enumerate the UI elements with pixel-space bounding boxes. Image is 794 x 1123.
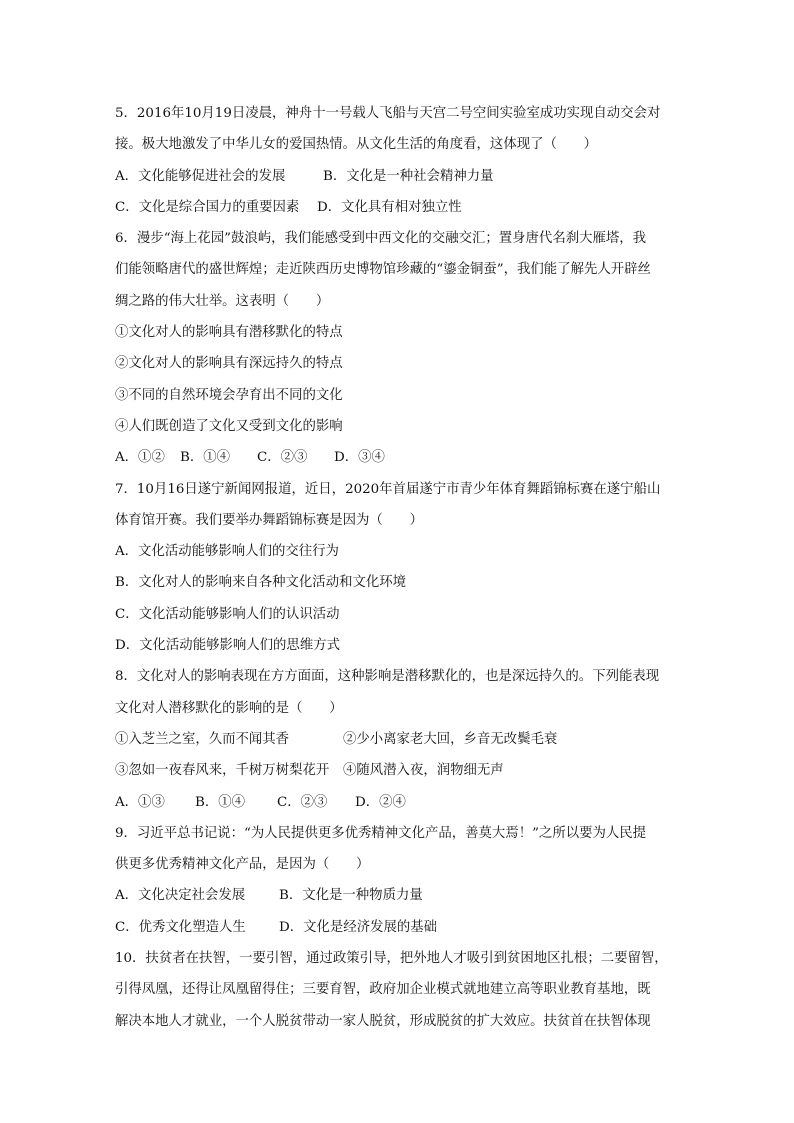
option-c: C．文化活动能够影响人们的认识活动 xyxy=(115,606,340,622)
option-a: A．文化能够促进社会的发展 xyxy=(115,168,286,184)
exam-page xyxy=(115,98,685,1037)
option-b: B．①④ xyxy=(180,450,231,466)
question-stem: 9．习近平总书记说：“为人民提供更多优秀精神文化产品，善莫大焉！”之所以要为人民提 xyxy=(115,825,647,841)
question-5 xyxy=(115,98,685,223)
option-d: D．文化具有相对独立性 xyxy=(317,199,462,215)
question-stem: 7．10月16日遂宁新闻网报道，近日，2020年首届遂宁市青少年体育舞蹈锦标赛在遂宁船山 xyxy=(115,481,661,497)
option-a: A．①③ xyxy=(115,794,165,810)
option-d: D．文化活动能够影响人们的思维方式 xyxy=(115,638,340,654)
question-6 xyxy=(115,223,685,473)
option-c: C．②③ xyxy=(277,794,328,810)
question-stem: 解决本地人才就业，一个人脱贫带动一家人脱贫，形成脱贫的扩大效应。扶贫首在扶智体现 xyxy=(115,1013,651,1029)
option-a: A．文化活动能够影响人们的交往行为 xyxy=(115,544,339,560)
options-row xyxy=(115,192,685,223)
question-stem: 体育馆开赛。我们要举办舞蹈锦标赛是因为（ ） xyxy=(115,512,423,528)
question-stem: 们能领略唐代的盛世辉煌；走近陕西历史博物馆珍藏的“鎏金铜蚕”，我们能了解先人开辟丝 xyxy=(115,262,651,278)
options-row xyxy=(115,880,685,911)
statement-1: ①入芝兰之室，久而不闻其香 xyxy=(115,731,290,747)
statement-2: ②少小离家老大回，乡音无改鬓毛衰 xyxy=(343,731,558,747)
option-c: C．优秀文化塑造人生 xyxy=(115,919,246,935)
statement-4: ④人们既创造了文化又受到文化的影响 xyxy=(115,418,343,434)
question-7 xyxy=(115,474,685,662)
question-9 xyxy=(115,818,685,943)
statement-1: ①文化对人的影响具有潜移默化的特点 xyxy=(115,325,343,341)
options-row xyxy=(115,787,685,818)
option-b: B．①④ xyxy=(195,794,246,810)
statement-3: ③不同的自然环境会孕育出不同的文化 xyxy=(115,387,343,403)
question-stem: 10．扶贫者在扶智，一要引智，通过政策引导，把外地人才吸引到贫困地区扎根；二要留智， xyxy=(115,951,668,967)
option-b: B．文化是一种物质力量 xyxy=(279,888,423,904)
statement-4: ④随风潜入夜，润物细无声 xyxy=(343,763,504,779)
statement-2: ②文化对人的影响具有深远持久的特点 xyxy=(115,356,343,372)
question-stem: 8．文化对人的影响表现在方方面面，这种影响是潜移默化的，也是深远持久的。下列能表现 xyxy=(115,669,660,685)
question-stem: 文化对人潜移默化的影响的是（ ） xyxy=(115,700,343,716)
question-10 xyxy=(115,943,685,1037)
option-d: D．③④ xyxy=(334,450,385,466)
options-row xyxy=(115,912,685,943)
option-b: B．文化是一种社会精神力量 xyxy=(323,168,494,184)
option-b: B．文化对人的影响来自各种文化活动和文化环境 xyxy=(115,575,407,591)
question-stem: 绸之路的伟大壮举。这表明（ ） xyxy=(115,293,330,309)
question-stem: 5．2016年10月19日凌晨，神舟十一号载人飞船与天宫二号空间实验室成功实现自动交会对 xyxy=(115,106,661,121)
option-a: A．文化决定社会发展 xyxy=(115,888,246,904)
options-row xyxy=(115,442,685,473)
option-d: D．②④ xyxy=(355,794,406,810)
question-stem: 接。极大地激发了中华儿女的爱国热情。从文化生活的角度看，这体现了（ ） xyxy=(115,137,598,153)
question-stem: 6．漫步“海上花园”鼓浪屿，我们能感受到中西文化的交融交汇；置身唐代名刹大雁塔，我 xyxy=(115,231,647,247)
statement-3: ③忽如一夜春风来，千树万树梨花开 xyxy=(115,763,330,779)
option-c: C．文化是综合国力的重要因素 xyxy=(115,199,300,215)
option-d: D．文化是经济发展的基础 xyxy=(279,919,438,935)
option-a: A．①② xyxy=(115,450,165,466)
option-c: C．②③ xyxy=(257,450,308,466)
options-row xyxy=(115,161,685,192)
question-stem: 引得凤凰，还得让凤凰留得住；三要育智，政府加企业模式就地建立高等职业教育基地，既 xyxy=(115,982,651,998)
statements-row xyxy=(115,755,685,786)
question-stem: 供更多优秀精神文化产品，是因为（ ） xyxy=(115,857,370,873)
statements-row xyxy=(115,724,685,755)
question-8 xyxy=(115,661,685,817)
